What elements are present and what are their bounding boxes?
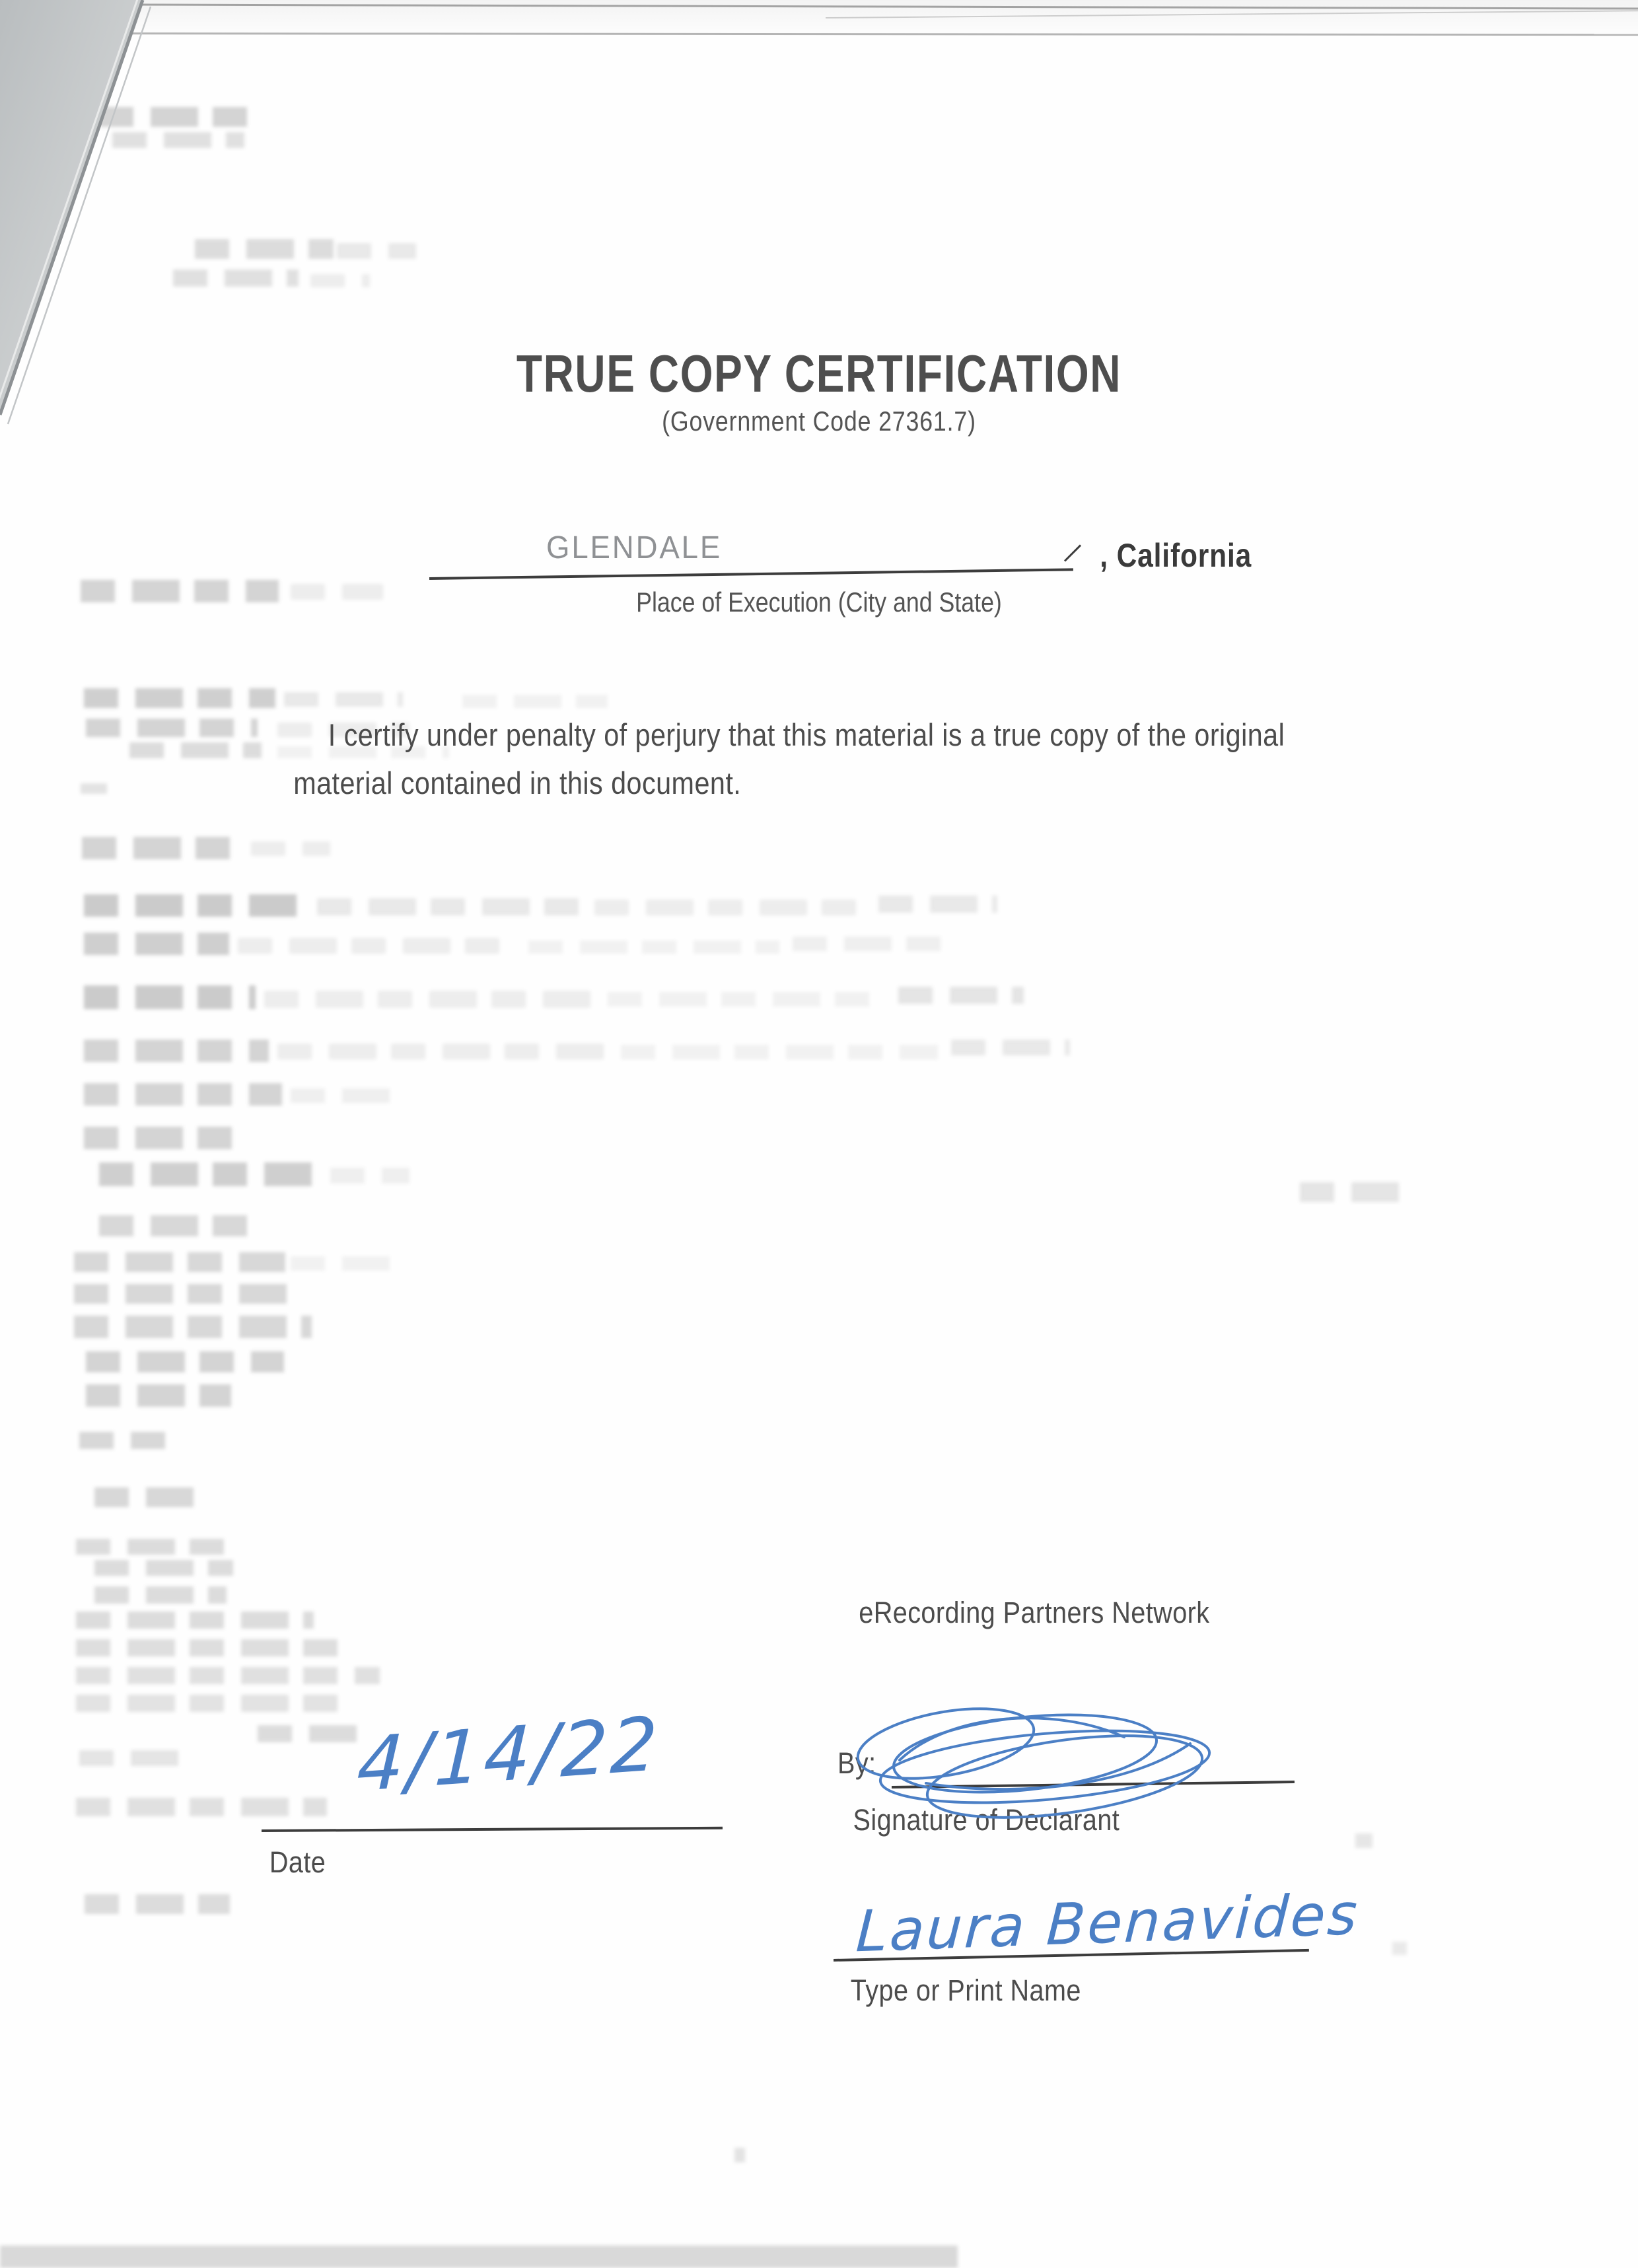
by-label: By: [837, 1746, 876, 1780]
signature-caption: Signature of Declarant [853, 1803, 1120, 1837]
certification-text-line1: I certify under penalty of perjury that this material is a true copy of the original [328, 717, 1285, 752]
place-underline [429, 568, 1073, 580]
date-underline [262, 1827, 723, 1832]
certification-text-line2: material contained in this document. [293, 765, 742, 800]
place-of-execution-value: GLENDALE [546, 530, 723, 565]
place-underline-tick [1064, 544, 1081, 561]
page-title: TRUE COPY CERTIFICATION [516, 344, 1122, 403]
code-subtitle: (Government Code 27361.7) [662, 406, 976, 437]
printed-name-caption: Type or Print Name [850, 1973, 1081, 2007]
printed-name-handwritten: Laura Benavides [854, 1881, 1361, 1966]
signature-scribble [847, 1697, 1256, 1823]
state-label: , California [1100, 537, 1252, 574]
date-label: Date [269, 1845, 326, 1879]
date-handwritten: 4/14/22 [355, 1701, 662, 1809]
company-name: eRecording Partners Network [859, 1596, 1210, 1629]
place-caption: Place of Execution (City and State) [636, 586, 1002, 618]
